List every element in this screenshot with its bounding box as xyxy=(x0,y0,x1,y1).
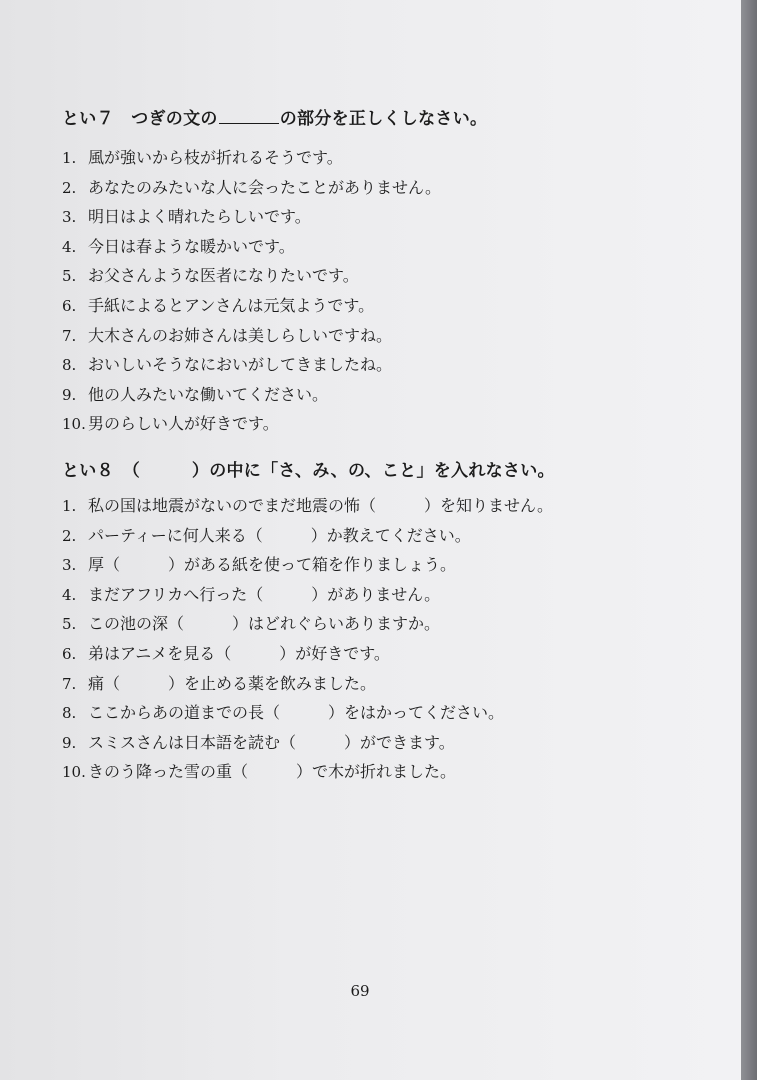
item-number: 7. xyxy=(62,326,77,345)
item-sentence: 他の人みたいな働いてください。 xyxy=(88,384,329,404)
list-item xyxy=(62,639,682,669)
item-number: 1. xyxy=(62,149,77,167)
list-item xyxy=(62,380,682,410)
exercise-7 xyxy=(62,108,682,439)
item-number: 6. xyxy=(62,296,77,315)
item-sentence: きのう降った雪の重（ ）で木が折れました。 xyxy=(88,762,457,782)
list-item xyxy=(62,609,682,639)
list-item xyxy=(62,409,682,439)
item-number: 8. xyxy=(62,704,77,723)
item-sentence: 弟はアニメを見る（ ）が好きです。 xyxy=(88,643,390,663)
item-sentence: 厚（ ）がある紙を使って箱を作りましょう。 xyxy=(88,555,457,575)
exercise-7-heading xyxy=(62,108,682,130)
book-page-edge xyxy=(741,0,757,1080)
heading-blank-line xyxy=(219,109,279,124)
item-sentence: 男のらしい人が好きです。 xyxy=(88,414,279,434)
list-item xyxy=(62,491,682,521)
item-sentence: おいしいそうなにおいがしてきましたね。 xyxy=(88,355,393,375)
list-item xyxy=(62,580,682,610)
item-number: 3. xyxy=(62,556,77,575)
item-number: 9. xyxy=(62,385,77,404)
item-sentence: 手紙によるとアンさんは元気ようです。 xyxy=(88,295,375,315)
list-item xyxy=(62,321,682,351)
list-item xyxy=(62,698,682,728)
item-number: 10. xyxy=(62,415,86,434)
item-number: 10. xyxy=(62,763,86,782)
item-sentence: まだアフリカへ行った（ ）がありません。 xyxy=(88,584,441,604)
item-number: 1. xyxy=(62,497,77,515)
list-item xyxy=(62,550,682,580)
item-number: 6. xyxy=(62,644,77,663)
exercise-7-heading-prefix: とい７ つぎの文の xyxy=(62,109,218,129)
exercise-7-heading-suffix: の部分を正しくしなさい。 xyxy=(279,109,488,129)
item-sentence: あなたのみたいな人に会ったことがありません。 xyxy=(88,177,441,197)
item-sentence: 風が強いから枝が折れるそうです。 xyxy=(88,148,343,167)
exercise-8-heading: とい８ （ ）の中に「さ、み、の、こと」を入れなさい。 xyxy=(62,461,555,481)
item-sentence: スミスさんは日本語を読む（ ）ができます。 xyxy=(88,732,455,752)
list-item xyxy=(62,521,682,551)
item-number: 2. xyxy=(62,526,77,545)
item-sentence: 私の国は地震がないのでまだ地震の怖（ ）を知りません。 xyxy=(88,496,553,515)
list-item xyxy=(62,232,682,262)
item-number: 3. xyxy=(62,208,77,227)
item-sentence: 明日はよく晴れたらしいです。 xyxy=(88,207,311,227)
item-sentence: 痛（ ）を止める薬を飲みました。 xyxy=(88,673,377,693)
item-sentence: パーティーに何人来る（ ）か教えてください。 xyxy=(88,525,471,545)
list-item xyxy=(62,202,682,232)
item-number: 4. xyxy=(62,237,77,256)
page-number: 69 xyxy=(350,982,370,1000)
item-sentence: この池の深（ ）はどれぐらいありますか。 xyxy=(88,614,441,634)
list-item xyxy=(62,728,682,758)
list-item xyxy=(62,350,682,380)
item-number: 7. xyxy=(62,674,77,693)
item-sentence: お父さんような医者になりたいです。 xyxy=(88,266,359,286)
item-sentence: 大木さんのお姉さんは美しらしいですね。 xyxy=(88,325,393,345)
exercise-7-list xyxy=(62,143,682,439)
list-item xyxy=(62,261,682,291)
item-number: 4. xyxy=(62,585,77,604)
exercise-8 xyxy=(62,460,682,787)
item-sentence: ここからあの道までの長（ ）をはかってください。 xyxy=(88,703,505,723)
item-number: 5. xyxy=(62,615,77,634)
list-item xyxy=(62,173,682,203)
list-item xyxy=(62,143,682,173)
list-item xyxy=(62,291,682,321)
exercise-8-list xyxy=(62,491,682,787)
item-number: 2. xyxy=(62,178,77,197)
list-item xyxy=(62,757,682,787)
item-number: 9. xyxy=(62,733,77,752)
list-item xyxy=(62,669,682,699)
item-sentence: 今日は春ような暖かいです。 xyxy=(88,236,295,256)
item-number: 5. xyxy=(62,267,77,286)
item-number: 8. xyxy=(62,356,77,375)
